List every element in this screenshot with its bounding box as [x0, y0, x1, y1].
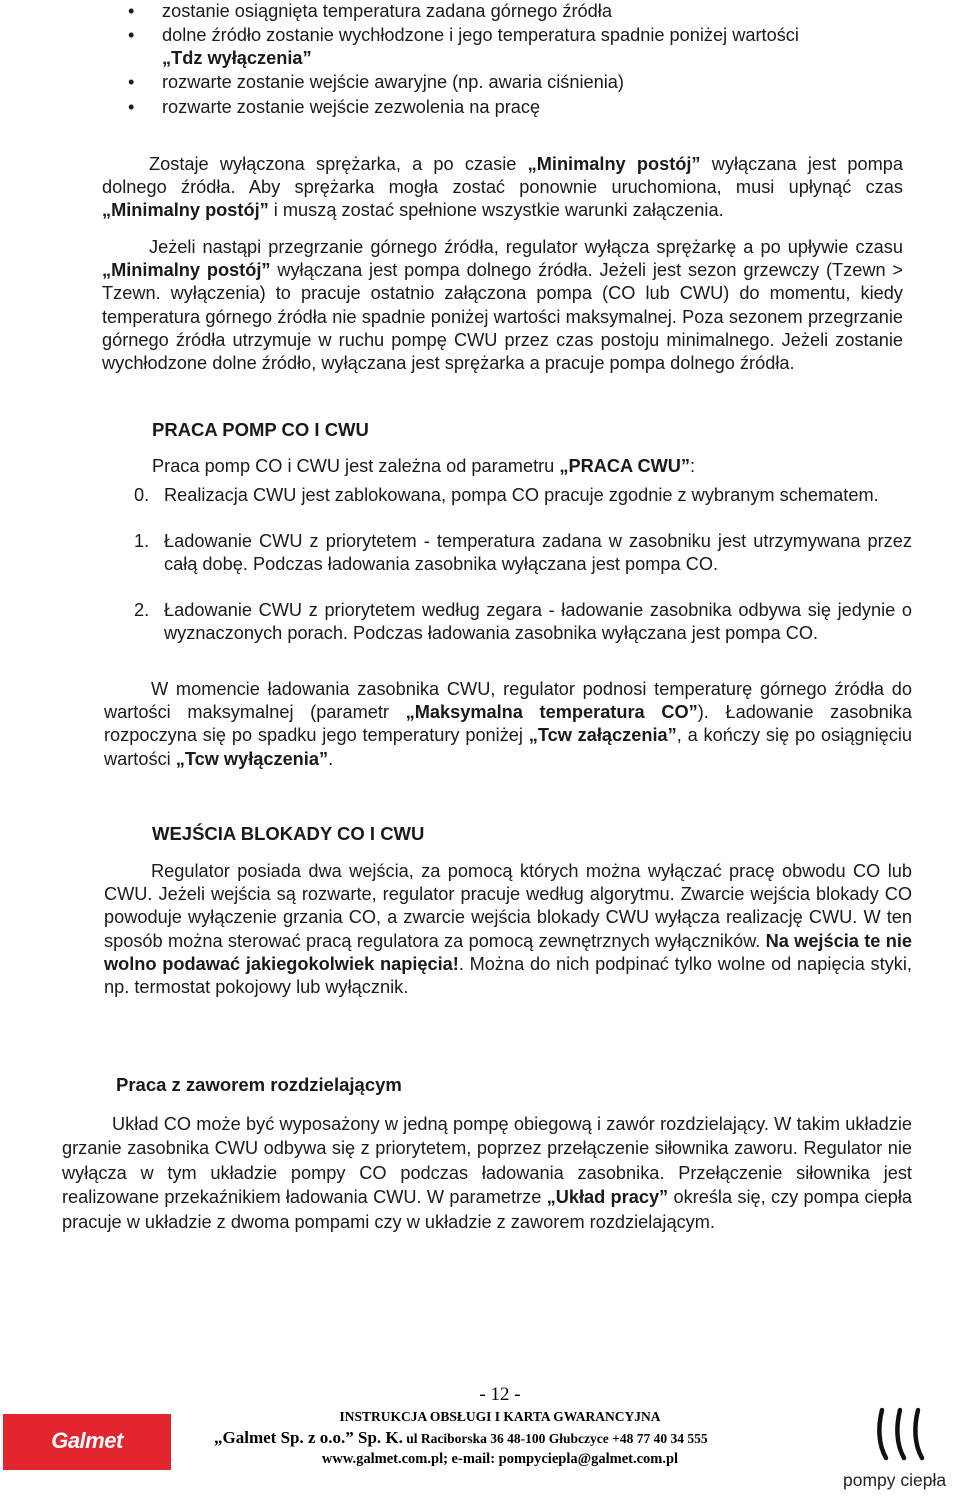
bullet-text: zostanie osiągnięta temperatura zadana górnego źródła [162, 1, 612, 21]
bullet-icon: • [128, 1, 135, 21]
footer-company: „Galmet Sp. z o.o.” Sp. K. [214, 1428, 403, 1447]
paragraph-block-inputs: Regulator posiada dwa wejścia, za pomocą których można wyłączać pracę obwodu CO lub CWU. Jeżeli wejścia są rozwarte, regulator pracuje według algorytmu. Zwarcie wejścia blokady CO powoduje wyłączenie grzania CO, a zwarcie wejścia blokady CWU wyłącza realizację CWU. W ten sposób można sterować pracą regulatora za pomocą zewnętrznych wyłączników. Na wejścia te nie wolno podawać jakiegokolwiek napięcia!. Można do nich podpinać tylko wolne od napięcia styki, np. termostat pokojowy lub wyłącznik. [104, 861, 912, 998]
section-intro-pumps: Praca pomp CO i CWU jest zależna od parametru „PRACA CWU”: [152, 456, 696, 476]
bullet-text: rozwarte zostanie wejście awaryjne (np. awaria ciśnienia) [162, 72, 624, 92]
footer-address: ul Raciborska 36 48-100 Głubczyce +48 77 40 34 555 [402, 1431, 708, 1446]
section-heading-pumps: PRACA POMP CO I CWU [152, 419, 369, 440]
bullet-icon: • [128, 72, 135, 92]
bullet-text: rozwarte zostanie wejście zezwolenia na pracę [162, 97, 541, 117]
bullet-icon: • [128, 25, 135, 45]
section-heading-block-inputs: WEJŚCIA BLOKADY CO I CWU [152, 823, 425, 844]
section-heading-valve: Praca z zaworem rozdzielającym [116, 1074, 402, 1095]
footer-company-line [214, 1428, 814, 1448]
galmet-logo: Galmet [3, 1414, 171, 1470]
pompy-ciepla-logo-icon [872, 1406, 936, 1462]
paragraph-overheating: Jeżeli nastąpi przegrzanie górnego źródła, regulator wyłącza sprężarkę a po upływie czasu „Minimalny postój” wyłączana jest pompa dolnego źródła. Jeżeli jest sezon grzewczy (Tzewn > Tzewn. wyłączenia) to pracuje ostatnio załączona pompa (CO lub CWU) do momentu, kiedy temperatura górnego źródła nie spadnie poniżej wartości maksymalnej. Poza sezonem przegrzanie górnego źródła utrzymuje w ruchu pompę CWU przez czas postoju minimalnego. Jeżeli zostanie wychłodzone dolne źródło, wyłączana jest sprężarka a pracuje pompa dolnego źródła. [102, 237, 904, 374]
paragraph-valve: Układ CO może być wyposażony w jedną pompę obiegową i zawór rozdzielający. W takim układzie grzanie zasobnika CWU odbywa się z priorytetem, poprzez przełączenie siłownika zaworu. Regulator nie wyłącza w tym układzie pompy CO podczas ładowania zasobnika. Przełączenie siłownika jest realizowane przekaźnikiem ładowania CWU. W parametrze „Układ pracy” określa się, czy pompa ciepła pracuje w układzie z dwoma pompami czy w układzie z zaworem rozdzielającym. [62, 1114, 912, 1232]
pompy-ciepla-brand-text: pompy ciepła [843, 1470, 947, 1490]
footer-title: INSTRUKCJA OBSŁUGI I KARTA GWARANCYJNA [339, 1409, 661, 1424]
page-number: - 12 - [479, 1384, 521, 1405]
paragraph-cwu-charging: W momencie ładowania zasobnika CWU, regulator podnosi temperaturę górnego źródła do wartości maksymalnej (parametr „Maksymalna temperatura CO”). Ładowanie zasobnika rozpoczyna się po spadku jego temperatury poniżej „Tcw załączenia”, a kończy się po osiągnięciu wartości „Tcw wyłączenia”. [104, 679, 912, 769]
bullet-text-bold: „Tdz wyłączenia” [162, 48, 312, 68]
bullet-text: dolne źródło zostanie wychłodzone i jego temperatura spadnie poniżej wartości [162, 25, 799, 45]
paragraph-compressor-stop: Zostaje wyłączona sprężarka, a po czasie „Minimalny postój” wyłączana jest pompa dolnego źródła. Aby sprężarka mogła zostać ponownie uruchomiona, musi upłynąć czas „Minimalny postój” i muszą zostać spełnione wszystkie warunki załączenia. [102, 154, 903, 221]
bullet-icon: • [128, 97, 135, 117]
footer-web: www.galmet.com.pl; e-mail: pompyciepla@galmet.com.pl [321, 1451, 679, 1467]
